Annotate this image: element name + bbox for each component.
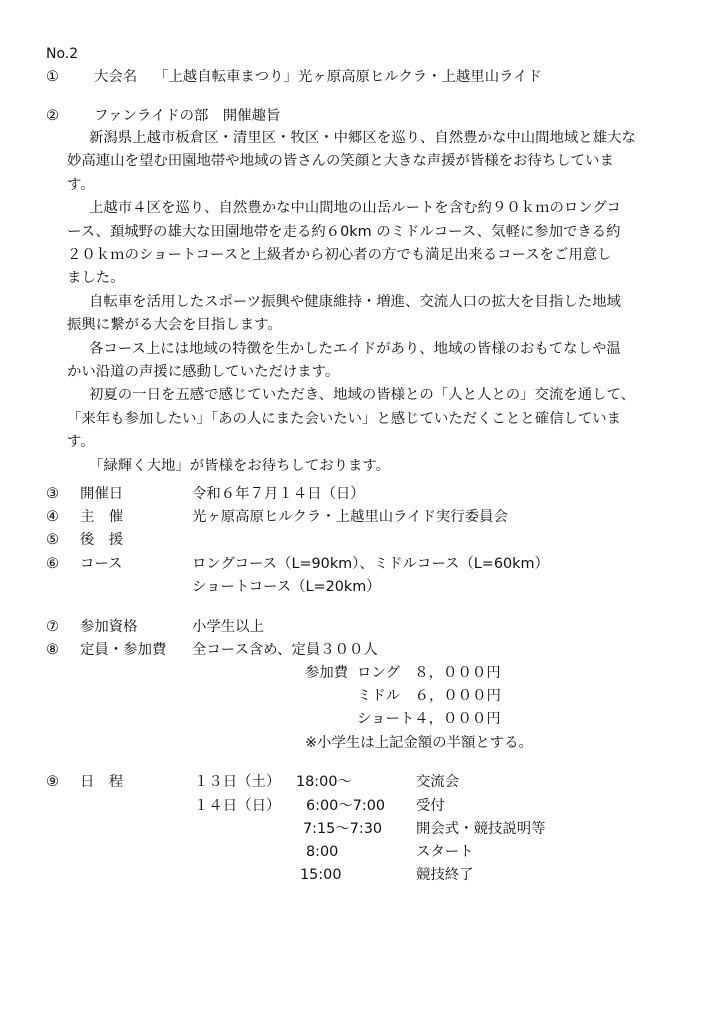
funride-purpose-text xyxy=(67,127,687,478)
fee-middle: ミドル ６，０００円 xyxy=(357,688,501,704)
eligibility-value: 小学生以上 xyxy=(192,619,264,635)
purpose-line: ース、頚城野の雄大な田園地帯を走る約６0km のミドルコース、気軽に参加できる約 xyxy=(67,223,621,240)
purpose-line: 振興に繋がる大会を目指します。 xyxy=(67,317,282,334)
schedule-event: 受付 xyxy=(416,798,445,814)
schedule-label: 日 程 xyxy=(80,774,124,790)
support-label: 後 援 xyxy=(80,532,124,548)
schedule-day-1-time: 18:00～ xyxy=(296,774,352,790)
date-number: ③ xyxy=(46,486,59,502)
fee-note: ※小学生は上記金額の半額とする。 xyxy=(305,735,533,751)
schedule-event: 開会式・競技説明等 xyxy=(416,821,546,837)
schedule-time: 6:00～7:00 xyxy=(306,798,386,814)
purpose-line: 「来年も参加したい」「あの人にまた会いたい」と感じていただくことと確信していま xyxy=(67,410,622,427)
schedule-event: スタート xyxy=(416,844,474,860)
fee-title: 参加費 xyxy=(305,665,349,681)
course-label: コース xyxy=(80,556,123,572)
course-line-1: ロングコース（L=90km）、ミドルコース（L=60km） xyxy=(192,556,549,572)
schedule-number: ⑨ xyxy=(46,774,59,790)
schedule-time: 7:15～7:30 xyxy=(303,821,383,837)
eligibility-number: ⑦ xyxy=(46,619,59,635)
support-number: ⑤ xyxy=(46,532,59,548)
purpose-line: ２０ｋｍのショートコースと上級者から初心者の方でも満足出来るコースをご用意し xyxy=(67,247,612,264)
capacity-value: 全コース含め、定員３００人 xyxy=(192,642,378,658)
fee-label: 定員・参加費 xyxy=(80,642,167,658)
purpose-line: 「緑輝く大地」が皆様をお待ちしております。 xyxy=(89,457,391,474)
purpose-line: 新潟県上越市板倉区・清里区・牧区・中郷区を巡り、自然豊かな中山間地域と雄大な xyxy=(89,130,636,146)
purpose-line: 自転車を活用したスポーツ振興や健康維持・増進、交流人口の拡大を目指した地域 xyxy=(89,293,621,310)
purpose-line: す。 xyxy=(67,434,95,451)
purpose-line: 上越市４区を巡り、自然豊かな中山間地の山岳ルートを含む約９０ｋｍのロングコ xyxy=(89,200,621,217)
date-label: 開催日 xyxy=(80,486,124,502)
purpose-line: す。 xyxy=(67,176,95,193)
page-number: No.2 xyxy=(46,46,79,62)
course-number: ⑥ xyxy=(46,556,59,572)
fee-short: ショート４，０００円 xyxy=(357,711,501,727)
schedule-time: 8:00 xyxy=(306,844,339,860)
purpose-line: かい沿道の声援に感動していただけます。 xyxy=(67,364,340,381)
schedule-day-1: １３日（土） xyxy=(194,774,281,790)
host-label: 主 催 xyxy=(80,509,124,525)
funride-number: ② xyxy=(46,108,59,124)
course-line-2: ショートコース（L=20km） xyxy=(192,579,381,595)
host-number: ④ xyxy=(46,509,59,525)
purpose-line: 各コース上には地域の特徴を生かしたエイドがあり、地域の皆様のおもてなしや温 xyxy=(89,340,621,357)
schedule-day-2: １４日（日） xyxy=(194,798,281,814)
date-value: 令和６年７月１４日（日） xyxy=(192,486,365,502)
schedule-event: 競技終了 xyxy=(416,867,474,883)
schedule-day-1-event: 交流会 xyxy=(416,774,460,790)
purpose-line: 妙高連山を望む田園地帯や地域の皆さんの笑顔と大きな声援が皆様をお待ちしていま xyxy=(67,153,614,170)
schedule-time: 15:00 xyxy=(300,867,342,883)
purpose-line: 初夏の一日を五感で感じていただき、地域の皆様との「人と人との」交流を通して、 xyxy=(89,387,635,404)
eligibility-label: 参加資格 xyxy=(80,619,138,635)
event-number: ① xyxy=(46,69,59,85)
fee-long: ロング ８，０００円 xyxy=(357,665,501,681)
event-name: 「上越自転車まつり」光ヶ原高原ヒルクラ・上越里山ライド xyxy=(154,69,542,85)
fee-number: ⑧ xyxy=(46,642,59,658)
funride-heading: ファンライドの部 開催趣旨 xyxy=(94,108,281,124)
event-label: 大会名 xyxy=(94,69,138,85)
purpose-line: ました。 xyxy=(67,270,125,287)
host-value: 光ヶ原高原ヒルクラ・上越里山ライド実行委員会 xyxy=(192,509,508,525)
